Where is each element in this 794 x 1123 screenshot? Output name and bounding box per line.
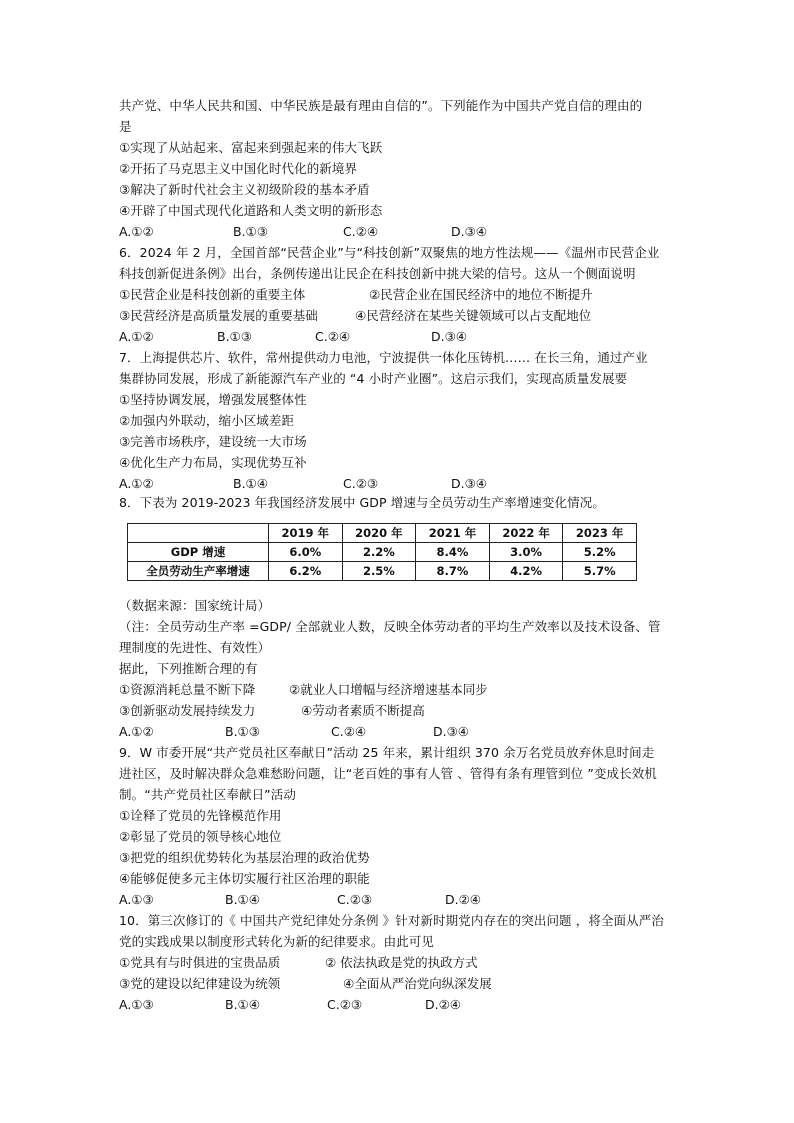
q9-statement-3: ③把党的组织优势转化为基层治理的政治优势 bbox=[119, 850, 370, 865]
q8-statement-1: ①资源消耗总量不断下降 bbox=[119, 682, 256, 697]
q6-options bbox=[119, 329, 679, 345]
q8-option-d[interactable]: D.③④ bbox=[433, 724, 470, 739]
q7-option-d[interactable]: D.③④ bbox=[451, 476, 488, 491]
q9-statement-4: ④能够促使多元主体切实履行社区治理的职能 bbox=[119, 871, 370, 886]
table-header-cell: 2023 年 bbox=[563, 524, 637, 543]
table-row bbox=[128, 562, 637, 581]
table-cell: 2.2% bbox=[342, 543, 416, 562]
q6-option-d[interactable]: D.③④ bbox=[431, 329, 468, 344]
q9-option-b[interactable]: B.①④ bbox=[225, 892, 260, 907]
q7-option-b[interactable]: B.①④ bbox=[233, 476, 268, 491]
q8-note-line-1: （注：全员劳动生产率 =GDP/ 全部就业人数，反映全体劳动者的平均生产效率以及技术设备、管 bbox=[119, 619, 661, 634]
q7-option-a[interactable]: A.①② bbox=[119, 476, 154, 491]
q6-stem-line-1: 6．2024 年 2 月，全国首部“民营企业”与“科技创新”双聚焦的地方性法规——《温州市民营企业 bbox=[119, 245, 660, 260]
q5-stem-line-1: 共产党、中华人民共和国、中华民族是最有理由自信的”。下列能作为中国共产党自信的理由的 bbox=[119, 98, 643, 113]
q8-option-c[interactable]: C.②④ bbox=[331, 724, 367, 739]
q5-statement-4: ④开辟了中国式现代化道路和人类文明的新形态 bbox=[119, 203, 383, 218]
q8-option-b[interactable]: B.①③ bbox=[225, 724, 260, 739]
q10-options bbox=[119, 997, 679, 1013]
table-cell: 8.7% bbox=[416, 562, 490, 581]
q8-statement-4: ④劳动者素质不断提高 bbox=[301, 703, 425, 718]
q8-statement-2: ②就业人口增幅与经济增速基本同步 bbox=[289, 682, 488, 697]
q10-option-d[interactable]: D.②④ bbox=[425, 997, 462, 1012]
table-cell: 3.0% bbox=[489, 543, 563, 562]
q7-statement-1: ①坚持协调发展，增强发展整体性 bbox=[119, 392, 307, 407]
q9-options bbox=[119, 892, 679, 908]
q10-option-a[interactable]: A.①③ bbox=[119, 997, 154, 1012]
table-cell: 2.5% bbox=[342, 562, 416, 581]
q8-statement-row-2 bbox=[119, 703, 679, 719]
q6-statement-2: ②民营企业在国民经济中的地位不断提升 bbox=[369, 287, 593, 302]
q10-stem-line-2: 党的实践成果以制度形式转化为新的纪律要求。由此可见 bbox=[119, 934, 435, 949]
table-cell: 6.2% bbox=[269, 562, 343, 581]
q6-statement-row-2 bbox=[119, 308, 679, 324]
q8-prompt: 据此，下列推断合理的有 bbox=[119, 661, 258, 676]
q5-option-c[interactable]: C.②④ bbox=[343, 224, 379, 239]
q6-option-b[interactable]: B.①③ bbox=[217, 329, 252, 344]
q10-option-b[interactable]: B.①④ bbox=[225, 997, 260, 1012]
q10-statement-1: ①党具有与时俱进的宝贵品质 bbox=[119, 955, 281, 970]
q10-statement-3: ③党的建设以纪律建设为统领 bbox=[119, 976, 281, 991]
q10-statement-row-2 bbox=[119, 976, 679, 992]
q5-statement-2: ②开拓了马克思主义中国化时代化的新境界 bbox=[119, 161, 358, 176]
q6-option-c[interactable]: C.②④ bbox=[315, 329, 351, 344]
gdp-productivity-table bbox=[127, 523, 637, 581]
q6-statement-1: ①民营企业是科技创新的重要主体 bbox=[119, 287, 306, 302]
q9-option-a[interactable]: A.①③ bbox=[119, 892, 154, 907]
table-header-row bbox=[128, 524, 637, 543]
table-row-label: 全员劳动生产率增速 bbox=[128, 562, 269, 581]
q6-option-a[interactable]: A.①② bbox=[119, 329, 154, 344]
q7-stem-line-2: 集群协同发展，形成了新能源汽车产业的 “4 小时产业圈”。这启示我们，实现高质量发展要 bbox=[119, 371, 628, 386]
q5-stem-line-2: 是 bbox=[119, 119, 132, 134]
q9-stem-line-2: 进社区，及时解决群众急难愁盼问题，让“老百姓的事有人管 、管得有条有理管到位 ”变成长效机 bbox=[119, 766, 657, 781]
q5-option-d[interactable]: D.③④ bbox=[451, 224, 488, 239]
q9-statement-1: ①诠释了党员的先锋模范作用 bbox=[119, 808, 282, 823]
table-cell: 5.2% bbox=[563, 543, 637, 562]
q7-statement-4: ④优化生产力布局，实现优势互补 bbox=[119, 455, 307, 470]
q8-stem: 8．下表为 2019-2023 年我国经济发展中 GDP 增速与全员劳动生产率增速变化情况。 bbox=[119, 495, 605, 510]
q8-options bbox=[119, 724, 679, 740]
q6-stem-line-2: 科技创新促进条例》出台，条例传递出让民企在科技创新中挑大梁的信号。这从一个侧面说明 bbox=[119, 266, 636, 281]
q5-statement-3: ③解决了新时代社会主义初级阶段的基本矛盾 bbox=[119, 182, 370, 197]
q6-statement-4: ④民营经济在某些关键领域可以占支配地位 bbox=[355, 308, 592, 323]
q10-statement-row-1 bbox=[119, 955, 679, 971]
q8-source: （数据来源：国家统计局） bbox=[119, 598, 271, 613]
q10-statement-2: ② 依法执政是党的执政方式 bbox=[325, 955, 478, 970]
table-header-cell: 2021 年 bbox=[416, 524, 490, 543]
q8-note-line-2: 理制度的先进性、有效性） bbox=[119, 640, 271, 655]
table-row-label: GDP 增速 bbox=[128, 543, 269, 562]
table-header-cell: 2020 年 bbox=[342, 524, 416, 543]
table-cell: 6.0% bbox=[269, 543, 343, 562]
q5-option-b[interactable]: B.①③ bbox=[233, 224, 268, 239]
q7-stem-line-1: 7．上海提供芯片、软件，常州提供动力电池，宁波提供一体化压铸机…… 在长三角，通过产业 bbox=[119, 350, 648, 365]
q6-statement-3: ③民营经济是高质量发展的重要基础 bbox=[119, 308, 318, 323]
q5-options bbox=[119, 224, 679, 240]
q7-statement-2: ②加强内外联动，缩小区域差距 bbox=[119, 413, 295, 428]
q8-statement-3: ③创新驱动发展持续发力 bbox=[119, 703, 256, 718]
table-header-cell: 2019 年 bbox=[269, 524, 343, 543]
table-cell: 4.2% bbox=[489, 562, 563, 581]
q9-statement-2: ②彰显了党员的领导核心地位 bbox=[119, 829, 282, 844]
q7-statement-3: ③完善市场秩序，建设统一大市场 bbox=[119, 434, 307, 449]
q8-option-a[interactable]: A.①② bbox=[119, 724, 154, 739]
table-cell: 8.4% bbox=[416, 543, 490, 562]
q9-option-d[interactable]: D.②④ bbox=[445, 892, 482, 907]
q8-statement-row-1 bbox=[119, 682, 679, 698]
q7-option-c[interactable]: C.②③ bbox=[343, 476, 379, 491]
q5-statement-1: ①实现了从站起来、富起来到强起来的伟大飞跃 bbox=[119, 140, 383, 155]
table-header-cell bbox=[128, 524, 269, 543]
q10-option-c[interactable]: C.②③ bbox=[327, 997, 363, 1012]
q9-option-c[interactable]: C.②③ bbox=[337, 892, 373, 907]
q5-option-a[interactable]: A.①② bbox=[119, 224, 154, 239]
table-header-cell: 2022 年 bbox=[489, 524, 563, 543]
table-cell: 5.7% bbox=[563, 562, 637, 581]
table-row bbox=[128, 543, 637, 562]
q6-statement-row-1 bbox=[119, 287, 679, 303]
q10-statement-4: ④全面从严治党向纵深发展 bbox=[343, 976, 492, 991]
q9-stem-line-3: 制。“共产党员社区奉献日”活动 bbox=[119, 787, 296, 802]
q10-stem-line-1: 10．第三次修订的《 中国共产党纪律处分条例 》针对新时期党内存在的突出问题 ，将全面从严治 bbox=[119, 913, 664, 928]
q7-options bbox=[119, 476, 679, 492]
q9-stem-line-1: 9．W 市委开展“共产党员社区奉献日”活动 25 年来，累计组织 370 余万名党员放弃休息时间走 bbox=[119, 745, 655, 760]
